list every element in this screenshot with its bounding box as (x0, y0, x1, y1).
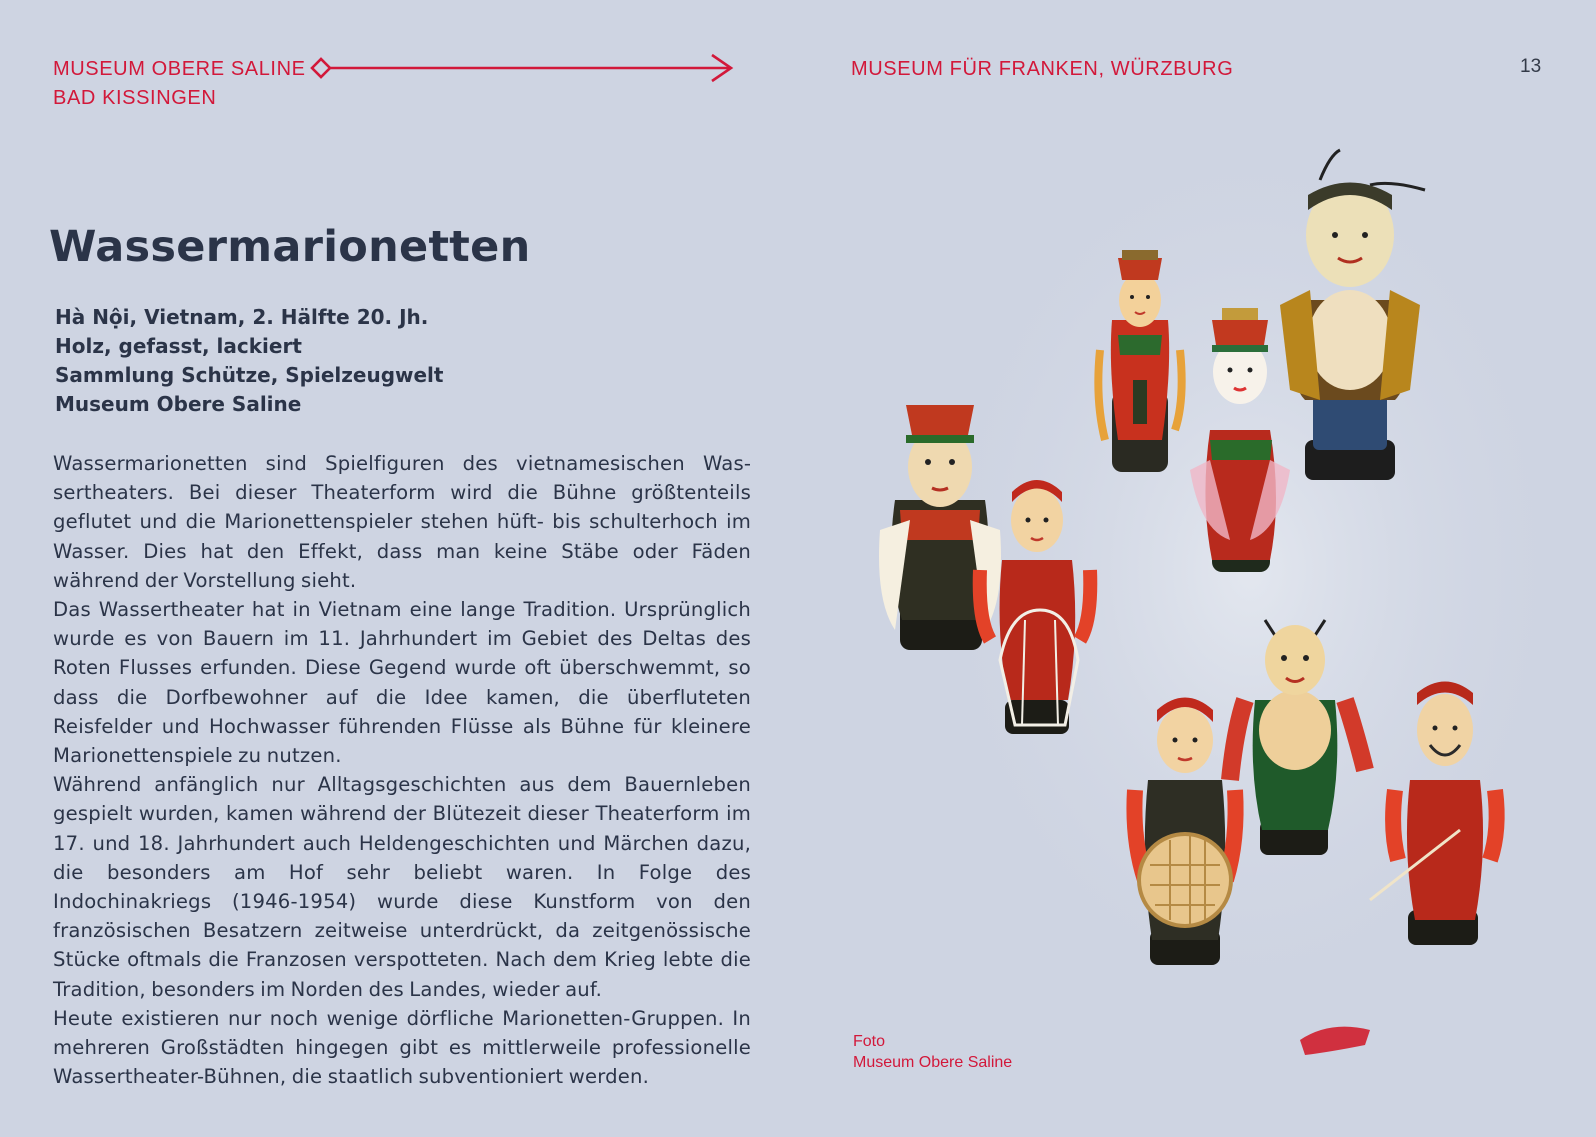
body-paragraph: Das Wassertheater hat in Vietnam eine lange Tradition. Ursprünglich wurde es von Bauern im 11. Jahrhundert im Gebiet des Deltas des Roten Flusses erfunden. Diese Gegend wurde oft überschwemmt, so dass die Dorfbewohner auf die Idee kamen, die überfluteten Reisfelder und Hochwasser führenden Flüsse als Bühne für kleinere Marionettenspiele zu nutzen. (53, 598, 751, 768)
header-destination-museum: MUSEUM FÜR FRANKEN, WÜRZBURG (851, 58, 1234, 80)
object-material: Holz, gefasst, lackiert (55, 334, 302, 358)
body-paragraph: Heute existieren nur noch wenige dörfliche Marionetten-Gruppen. In mehreren Großstädten hingegen gibt es mittlerweile professionelle Wassertheater-Bühnen, die staatlich subventioniert werden. (53, 1006, 751, 1089)
header-source-museum (53, 55, 306, 113)
caption-credit: Museum Obere Saline (853, 1054, 1013, 1071)
object-museum: Museum Obere Saline (55, 392, 302, 416)
article-title: Wassermarionetten (49, 222, 531, 272)
object-collection: Sammlung Schütze, Spielzeugwelt (55, 363, 444, 387)
body-paragraph: Wassermarionetten sind Spielfiguren des vietnamesischen Wassertheaters. Bei dieser Theaterform wird die Bühne größtenteils geflutet und die Marionettenspieler stehen hüft- bis schulterhoch im Wasser. Dies hat den Effekt, dass man keine Stäbe oder Fäden während der Vorstellung sieht. (53, 452, 751, 592)
route-arrow-icon (310, 52, 740, 84)
object-details (55, 303, 443, 419)
caption-label: Foto (853, 1033, 886, 1050)
article-body (53, 449, 751, 1091)
header-source-line1: MUSEUM OBERE SALINE (53, 58, 306, 80)
page-number: 13 (1520, 56, 1542, 77)
object-origin: Hà Nội, Vietnam, 2. Hälfte 20. Jh. (55, 305, 429, 329)
puppets-photo (850, 140, 1550, 1070)
header-source-line2: BAD KISSINGEN (53, 87, 217, 109)
body-paragraph: Während anfänglich nur Alltagsgeschichten aus dem Bauernleben gespielt wurden, kamen während der Blütezeit dieser Theaterform im 17. und 18. Jahrhundert auch Heldengeschichten und Märchen dazu, die besonders am Hof sehr beliebt waren. In Folge des Indochinakriegs (1946-1954) wurde diese Kunstform von den französischen Besatzern zeitweise unterdrückt, da zeitgenössische Stücke oftmals die Franzosen verspotteten. Nach dem Krieg lebte die Tradition, besonders im Norden des Landes, wieder auf. (53, 773, 751, 1001)
photo-caption (853, 1031, 1012, 1073)
